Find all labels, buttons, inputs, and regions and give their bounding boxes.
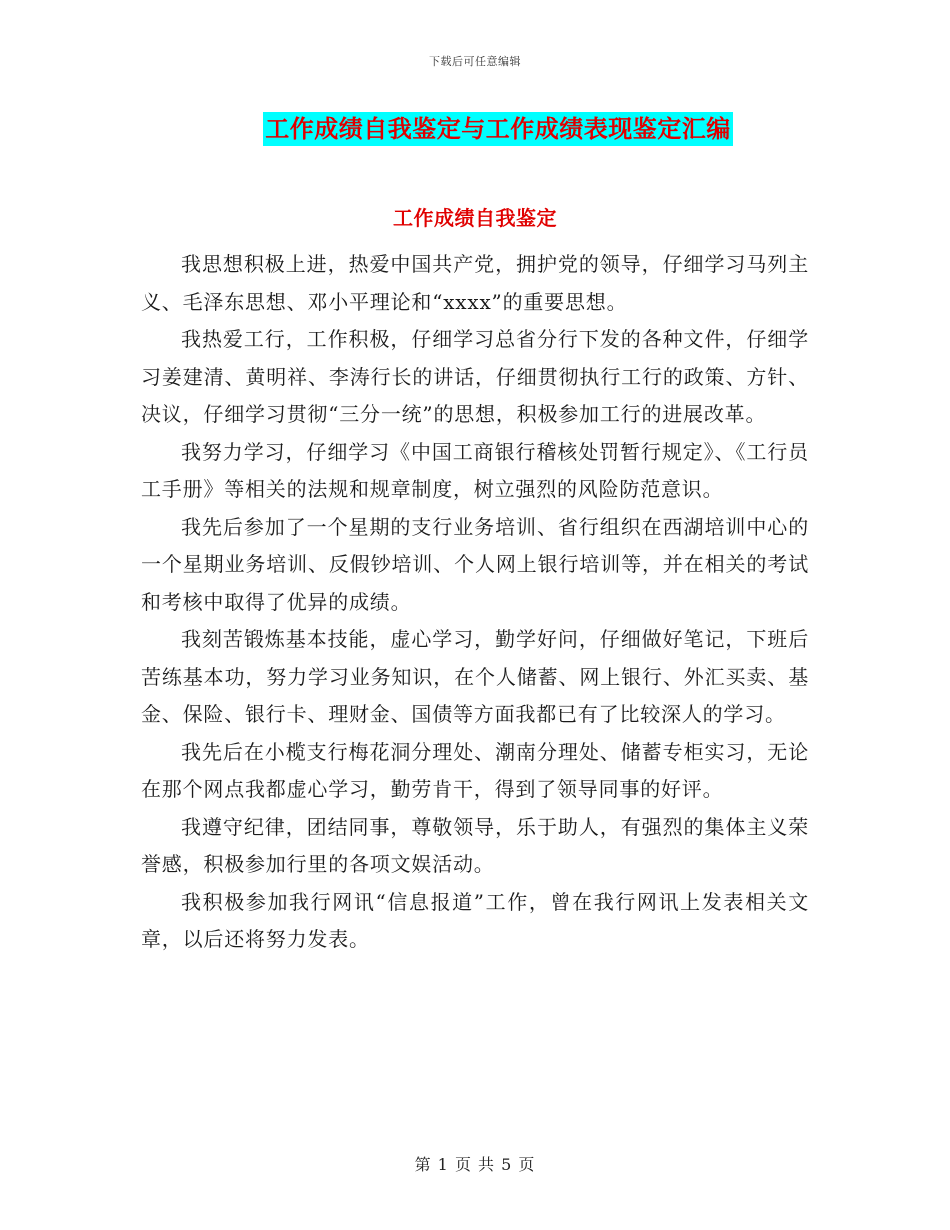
paragraph: 我先后参加了一个星期的支行业务培训、省行组织在西湖培训中心的一个星期业务培训、反假钞培训、个人网上银行培训等，并在相关的考试和考核中取得了优异的成绩。 (141, 514, 809, 614)
main-title-container (0, 112, 950, 146)
paragraph: 我热爱工行，工作积极，仔细学习总省分行下发的各种文件，仔细学习姜建清、黄明祥、李涛行长的讲话，仔细贯彻执行工行的政策、方针、决议，仔细学习贯彻“三分一统”的思想，积极参加工行的进展改革。 (141, 327, 809, 426)
main-title: 工作成绩自我鉴定与工作成绩表现鉴定汇编 (263, 112, 733, 146)
paragraph: 我先后在小榄支行梅花洞分理处、潮南分理处、储蓄专柜实习，无论在那个网点我都虚心学习，勤劳肯干，得到了领导同事的好评。 (141, 739, 809, 801)
section-title: 工作成绩自我鉴定 (393, 206, 557, 230)
paragraph: 我思想积极上进，热爱中国共产党，拥护党的领导，仔细学习马列主义、毛泽东思想、邓小平理论和“xxxx”的重要思想。 (141, 252, 809, 314)
paragraph: 我积极参加我行网讯“信息报道”工作，曾在我行网讯上发表相关文章，以后还将努力发表。 (141, 889, 809, 951)
body-text (141, 246, 809, 959)
page-number-footer: 第 1 页 共 5 页 (414, 1155, 536, 1174)
paragraph: 我遵守纪律，团结同事，尊敬领导，乐于助人，有强烈的集体主义荣誉感，积极参加行里的各项文娱活动。 (141, 814, 809, 876)
paragraph: 我努力学习，仔细学习《中国工商银行稽核处罚暂行规定》、《工行员工手册》等相关的法规和规章制度，树立强烈的风险防范意识。 (141, 439, 809, 501)
header-note: 下载后可任意编辑 (429, 55, 521, 68)
paragraph: 我刻苦锻炼基本技能，虚心学习，勤学好问，仔细做好笔记，下班后苦练基本功，努力学习业务知识，在个人储蓄、网上银行、外汇买卖、基金、保险、银行卡、理财金、国债等方面我都已有了比较深人的学习。 (141, 627, 809, 726)
